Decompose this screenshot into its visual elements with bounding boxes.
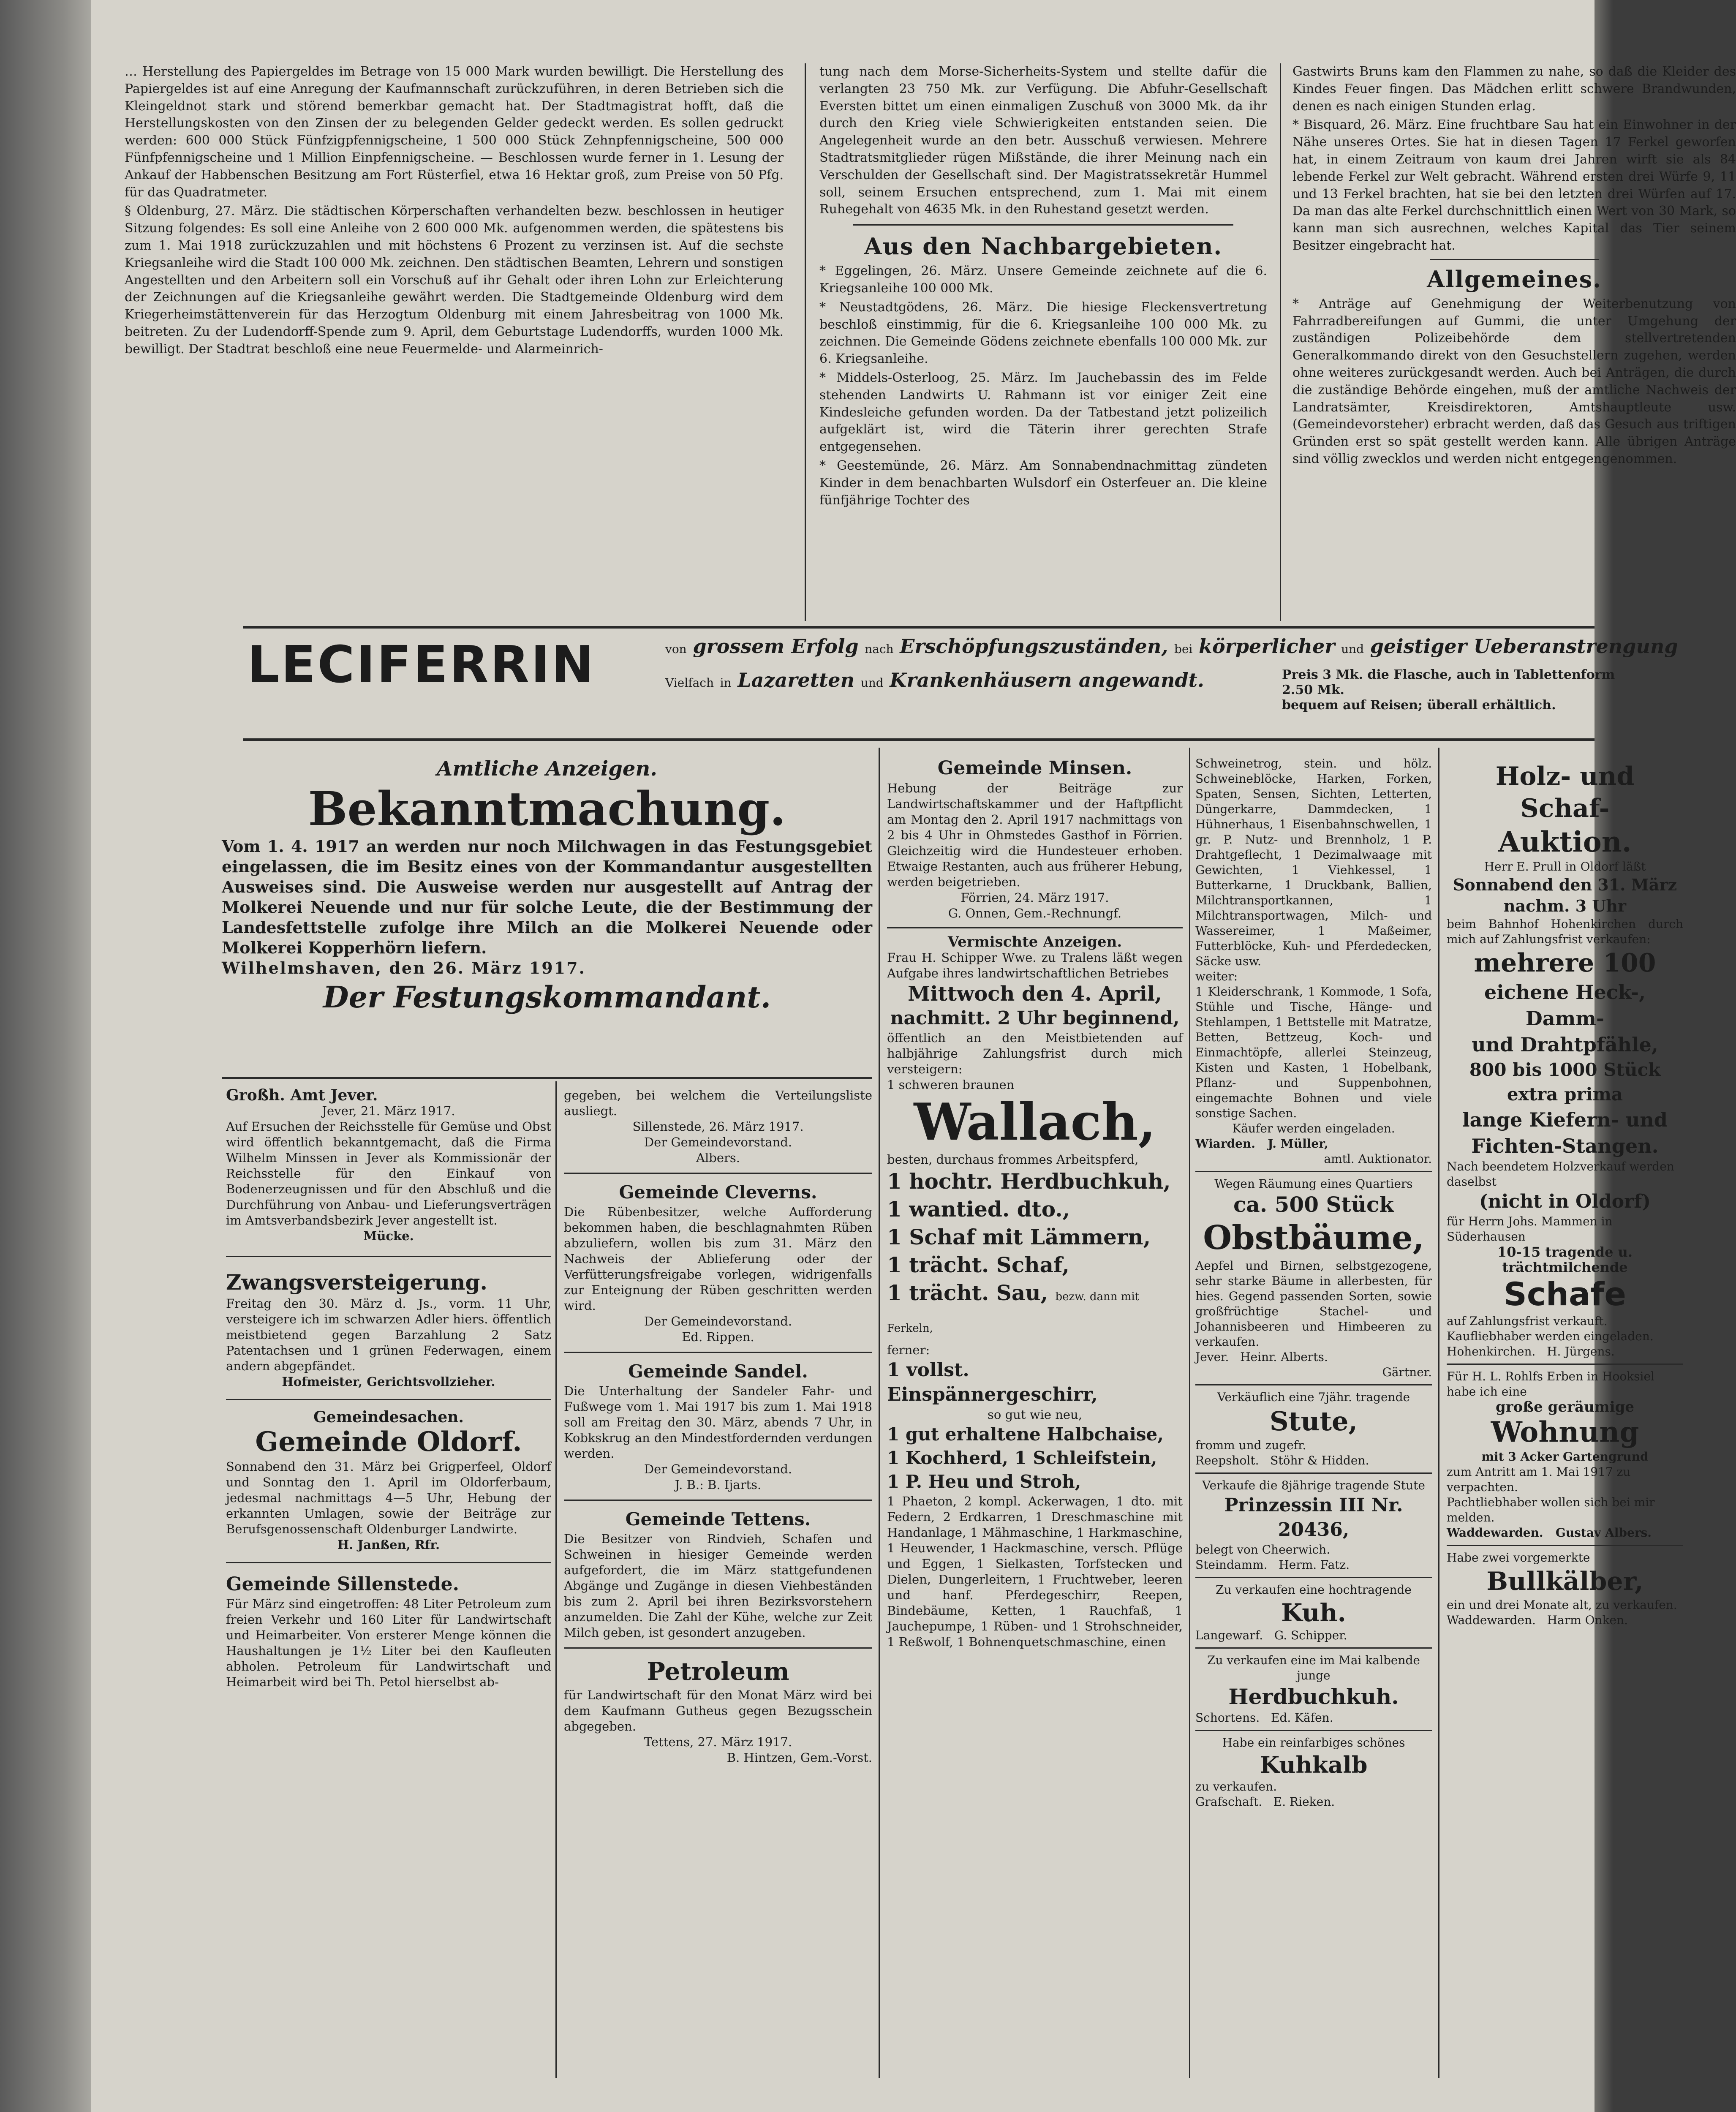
schafe-sign: Hohenkirchen. H. Jürgens. xyxy=(1447,1344,1615,1358)
obst-sign2: Gärtner. xyxy=(1382,1365,1432,1379)
auktion-date: Sonnabend den 31. März xyxy=(1453,875,1677,894)
banner-rule-bottom xyxy=(243,738,1595,741)
jever-title: Großh. Amt Jever. xyxy=(226,1086,378,1104)
bull-sign: Waddewarden. Harm Onken. xyxy=(1447,1613,1628,1627)
auktion-line: eichene Heck-, Damm- xyxy=(1484,981,1646,1030)
bull-pre: Habe zwei vorgemerkte xyxy=(1447,1551,1590,1565)
schafe-title: Schafe xyxy=(1504,1275,1626,1313)
obst-title: Obstbäume, xyxy=(1203,1219,1424,1257)
oldorf-body: Sonnabend den 31. März bei Grigperfeel, Oldorf und Sonntag den 1. April im Oldorferbaum, jedesmal nachmittags 4—5 Uhr, Hebung der erkannten Umlagen, sowie der Beiträge zur Berufsgenossenschaft Oldenburger Landwirte. xyxy=(226,1459,551,1536)
ad-rule xyxy=(222,1077,872,1079)
column-rule xyxy=(1189,748,1190,2078)
kalb-title: Kuhkalb xyxy=(1260,1751,1368,1778)
sillenstede-date: Sillenstede, 26. März 1917. xyxy=(632,1119,804,1134)
ad-price: Preis 3 Mk. die Flasche, auch in Tablettenform 2.50 Mk. bequem auf Reisen; überall erhältlich. xyxy=(1282,667,1615,713)
kaeufer: Käufer werden eingeladen. xyxy=(1232,1121,1395,1135)
ad-body: Vom 1. 4. 1917 an werden nur noch Milchwagen in das Festungsgebiet eingelassen, die im Besitz eines von der Kommandantur ausgestellten Ausweises sind. Die Ausweise werden nur ausgestellt auf Antrag der Molkerei Neuende und nur für solche Leute, die der Bestimmung der Landesfettstelle zufolge ihre Milch an die Molkerei Neuende oder Molkerei Kopperhörn liefern. xyxy=(222,837,872,957)
herd-title: Herdbuchkuh. xyxy=(1228,1684,1399,1709)
prinz-post: belegt von Cheerwich. xyxy=(1195,1543,1331,1557)
petroleum-date: Tettens, 27. März 1917. xyxy=(644,1735,792,1749)
tettens-title: Gemeinde Tettens. xyxy=(625,1509,811,1530)
item: 1 trächt. Sau, bezw. dann mit Ferkeln, xyxy=(887,1280,1140,1335)
herd-pre: Zu verkaufen eine im Mai kalbende junge xyxy=(1207,1653,1420,1682)
article-text: … Herstellung des Papiergeldes im Betrage von 15 000 Mark wurden bewilligt. Die Herstellung des Papiergeldes ist auf eine Anregung der Kaufmannschaft zurückzuführen, in deren Betrieben sich die Kleingeldnot stark und störend bemerkbar gemacht hat. Der Stadtmagistrat hofft, daß die Herstellungskosten von den Zinsen der zu belegenden Gelder gedeckt werden. Es sollen gedruckt werden: 600 000 Stück Fünfzigpfennigscheine, 1 500 000 Stück Zehnpfennigscheine, 500 000 Fünfpfennigscheine und 1 Million Einpfennigscheine. — Beschlossen wurde ferner in 1. Lesung der Ankauf der Habbenschen Besitzung am Fort Rüsterfiel, etwa 16 Hektar groß, zum Preise von 50 Pfg. für das Quadratmeter. xyxy=(125,64,784,200)
article-text: * Neustadtgödens, 26. März. Die hiesige Fleckensvertretung beschloß einstimmig, für die 6. Kriegsanleihe 100 000 Mk. zu zeichnen. Die Gemeinde Gödens zeichnete ebenfalls 100 000 Mk. zur 6. Kriegsanleihe. xyxy=(819,299,1267,367)
leciferrin-ad xyxy=(247,634,1678,739)
item-note: so gut wie neu, xyxy=(988,1407,1082,1422)
ad-rule xyxy=(564,1647,872,1649)
bull-title: Bullkälber, xyxy=(1486,1567,1643,1596)
minsen-title: Gemeinde Minsen. xyxy=(937,757,1132,779)
auktion-time: nachm. 3 Uhr xyxy=(1503,896,1627,915)
wohnung-title: Wohnung xyxy=(1491,1415,1639,1448)
petroleum-title: Petroleum xyxy=(647,1657,789,1686)
ad-rule xyxy=(1447,1364,1683,1365)
stute-title: Stute, xyxy=(1269,1406,1358,1437)
obst-sign: Jever. Heinr. Alberts. xyxy=(1195,1350,1328,1364)
ferner: ferner: xyxy=(887,1343,930,1357)
wohnung-body2: Pachtliebhaber wollen sich bei mir melden. xyxy=(1447,1495,1655,1524)
kalb-post: zu verkaufen. xyxy=(1195,1780,1277,1794)
book-spine-left xyxy=(0,0,106,2112)
ad-rule xyxy=(1195,1730,1432,1731)
cleverns-sign2: Ed. Rippen. xyxy=(682,1330,754,1344)
column-rule xyxy=(1438,748,1439,2078)
auktion-line: 800 bis 1000 Stück xyxy=(1469,1059,1661,1080)
horse-pre: 1 schweren braunen xyxy=(887,1078,1015,1092)
auktion-title-1: Holz- und Schaf- xyxy=(1495,762,1635,823)
auktion-line: mehrere 100 xyxy=(1474,948,1656,978)
article-text: * Anträge auf Genehmigung der Weiterbenutzung von Fahrradbereifungen auf Gummi, die unter Umgehung der zuständigen Polizeibehörde dem stellvertretenden Generalkommando direkt von den Gesuchstellern zugehen, werden ohne weiteres zurückgesandt werden. Auch bei Anträgen, die durch die zuständige Behörde eingehen, muß der amtliche Nachweis der Landratsämter, Kreisdirektoren, Amtshauptleute usw. (Gemeindevorsteher) erbracht werden, daß das Gesuch aus triftigen Gründen erst so spät gestellt werden kann. Alle übrigen Anträge sind völlig zwecklos und werden nicht entgegengenommen. xyxy=(1292,296,1736,466)
item: 1 Schaf mit Lämmern, xyxy=(887,1225,1151,1249)
stute-post: fromm und zugefr. xyxy=(1195,1438,1306,1452)
ad-line-1: von grossem Erfolg nach Erschöpfungszuständen, bei körperlicher und geistiger Ueberanstrengung xyxy=(665,635,1678,658)
cleverns-title: Gemeinde Cleverns. xyxy=(619,1182,817,1203)
item-list: 1 Phaeton, 2 kompl. Ackerwagen, 1 dto. mit Federn, 2 Erdkarren, 1 Dreschmaschine mit Handanlage, 1 Mähmaschine, 1 Harkmaschine, 1 Heuwender, 1 Hackmaschine, versch. Pflüge und Eggen, 1 Sielkasten, Torfstecken und Dielen, Dungerleitern, 1 Fruchtweber, leeren und hanf. Pferdegeschirr, Reepen, Bindebäume, Ketten, 1 Rauchfaß, 1 Jauchepumpe, 1 Rüben- und 1 Strohschneider, 1 Reßwolf, 1 Bohnenquetschmaschine, einen xyxy=(887,1494,1183,1649)
article-text: * Geestemünde, 26. März. Am Sonnabendnachmittag zündeten Kinder in dem benachbarten Wulsdorf ein Osterfeuer an. Die kleine fünfjährige Tochter des xyxy=(819,458,1267,508)
column-rule xyxy=(879,748,880,2078)
gemeindesachen-kicker: Gemeindesachen. xyxy=(313,1408,464,1426)
ad-rule xyxy=(564,1500,872,1501)
zwang-sign: Hofmeister, Gerichtsvollzieher. xyxy=(282,1374,495,1389)
auktion-after: Nach beendetem Holzverkauf werden daselbst xyxy=(1447,1159,1674,1189)
item-list: Schweinetrog, stein. und hölz. Schweineblöcke, Harken, Forken, Spaten, Sensen, Sichten, Letterten, Düngerkarre, Dammdecken, 1 Hühnerhaus, 1 Eisenbahnschwellen, 1 gr. P. Nutz- und Brennholz, 1 P. Drahtgeflecht, 1 Dezimalwaage mit Gewichten, 1 Viehkessel, 1 Butterkarne, 1 Druckbank, Ballien, Milchtransportkannen, 1 Milchtransportwagen, Milch- und Wassereimer, 1 Maßeimer, Futterblöcke, Kuh- und Pferdedecken, Säcke usw. xyxy=(1195,757,1432,968)
newspaper-page xyxy=(91,0,1736,2112)
ad-rule xyxy=(226,1256,551,1257)
sillenstede-cont: gegeben, bei welchem die Verteilungsliste ausliegt. xyxy=(564,1088,872,1118)
auction-date: Mittwoch den 4. April, xyxy=(908,982,1162,1006)
sillenstede-sign: Der Gemeindevorstand. xyxy=(644,1135,792,1149)
item: 1 trächt. Schaf, xyxy=(887,1252,1069,1277)
wohnung-post: mit 3 Acker Gartengrund xyxy=(1481,1450,1649,1464)
item-list-2: 1 Kleiderschrank, 1 Kommode, 1 Sofa, Stühle und Tische, Hänge- und Stehlampen, 1 Bettstelle mit Matratze, Betten, Bettzeug, Koch- und Einmachtöpfe, allerlei Steinzeug, Kisten und Kasten, 1 Hobelbank, Pflanz- und Suppenbohnen, eingemachte Bohnen und viele sonstige Sachen. xyxy=(1195,985,1432,1120)
cleverns-sign: Der Gemeindevorstand. xyxy=(644,1314,792,1328)
minsen-body: Hebung der Beiträge zur Landwirtschaftskammer und der Haftpflicht am Montag den 2. April 1917 nachmittags von 2 bis 4 Uhr in Ohmstedes Gasthof in Förrien. Gleichzeitig wird die Hundesteuer erhoben. Etwaige Restanten, auch aus früherer Hebung, werden beigetrieben. xyxy=(887,781,1183,889)
zwang-body: Freitag den 30. März d. Js., vorm. 11 Uhr, versteigere ich im schwarzen Adler hiers. öffentlich meistbietend gegen Barzahlung 2 Satz Patentachsen und 1 grünen Federwagen, einem andern abgepfändet. xyxy=(226,1296,551,1373)
top-column-3 xyxy=(1292,63,1736,470)
petroleum-sign: B. Hintzen, Gem.-Vorst. xyxy=(727,1750,872,1765)
ad-rule xyxy=(1195,1171,1432,1172)
column-rule xyxy=(805,63,806,621)
ads-column-left xyxy=(226,1088,551,1690)
obst-pre: Wegen Räumung eines Quartiers xyxy=(1214,1177,1413,1191)
tettens-body: Die Besitzer von Rindvieh, Schafen und Schweinen in hiesiger Gemeinde werden aufgefordert, die im März stattgefundenen Abgänge und Zugänge in diesen Viehbeständen bis zum 2. April bei ihren Bezirksvorstehern anzumelden. Die Zahl der Kühe, welche zur Zeit Milch geben, ist gesondert anzugeben. xyxy=(564,1532,872,1640)
oldorf-sign: H. Janßen, Rfr. xyxy=(337,1538,440,1552)
top-column-2 xyxy=(819,63,1267,511)
section-heading: Aus den Nachbargebieten. xyxy=(864,233,1223,260)
obst-body: Aepfel und Birnen, selbstgezogene, sehr starke Bäume in allerbesten, für hies. Gegend passenden Sorten, sowie großfrüchtige Stachel- und Johannisbeeren und Himbeeren zu verkaufen. xyxy=(1195,1259,1432,1349)
auktion-intro: Herr E. Prull in Oldorf läßt xyxy=(1484,860,1646,874)
article-text: * Middels-Osterloog, 25. März. Im Jauchebassin des im Felde stehenden Landwirts U. Rahmann ist vor einiger Zeit eine Kindesleiche gefunden worden. Da der Tatbestand jetzt polizeilich aufgeklärt ist, wird die Täterin ihrer gerechten Strafe entgegensehen. xyxy=(819,370,1267,455)
kalb-sign: Grafschaft. E. Rieken. xyxy=(1195,1795,1335,1809)
horse-post: besten, durchaus frommes Arbeitspferd, xyxy=(887,1152,1139,1167)
ad-rule xyxy=(1195,1472,1432,1474)
auctioneer: amtl. Auktionator. xyxy=(1324,1152,1432,1166)
horse-title: Wallach, xyxy=(914,1092,1156,1152)
jever-date: Jever, 21. März 1917. xyxy=(322,1104,455,1118)
minsen-sign: G. Onnen, Gem.-Rechnungf. xyxy=(948,906,1122,920)
section-divider xyxy=(1430,259,1599,260)
schafe-kauf: Kaufliebhaber werden eingeladen. xyxy=(1447,1329,1654,1343)
petroleum-body: für Landwirtschaft für den Monat März wird bei dem Kaufmann Gutheus gegen Bezugsschein abgegeben. xyxy=(564,1688,872,1734)
sandel-body: Die Unterhaltung der Sandeler Fahr- und Fußwege vom 1. Mai 1917 bis zum 1. Mai 1918 soll am Freitag den 30. März, abends 7 Uhr, in Kobkskrug an den Mindestfordernden verdungen werden. xyxy=(564,1384,872,1461)
ad-signature: Der Festungskommandant. xyxy=(323,980,771,1015)
section-heading: Allgemeines. xyxy=(1427,265,1602,293)
wohnung-sign: Waddewarden. Gustav Albers. xyxy=(1447,1526,1652,1540)
item: 1 vollst. Einspännergeschirr, xyxy=(887,1359,1098,1405)
jever-sign: Mücke. xyxy=(363,1229,414,1243)
auktion-line: lange Kiefern- und xyxy=(1462,1108,1668,1131)
wohnung-pre: Für H. L. Rohlfs Erben in Hooksiel habe ich eine xyxy=(1447,1369,1655,1399)
herd-sign: Schortens. Ed. Käfen. xyxy=(1195,1711,1333,1725)
ad-title: Bekanntmachung. xyxy=(308,781,786,836)
kalb-pre: Habe ein reinfarbiges schönes xyxy=(1222,1736,1405,1750)
auktion-intro2: beim Bahnhof Hohenkirchen durch mich auf Zahlungsfrist verkaufen: xyxy=(1447,917,1683,946)
auction-time: nachmitt. 2 Uhr beginnend, xyxy=(890,1007,1180,1029)
banner-rule-top xyxy=(243,626,1595,629)
ads-column-5 xyxy=(1447,760,1683,1628)
article-text: * Eggelingen, 26. März. Unsere Gemeinde zeichnete auf die 6. Kriegsanleihe 100 000 Mk. xyxy=(819,264,1267,296)
bekanntmachung-ad xyxy=(222,756,872,1016)
sillenstede-title: Gemeinde Sillenstede. xyxy=(226,1573,459,1595)
auction-intro2: öffentlich an den Meistbietenden auf halbjährige Zahlungsfrist durch mich versteigern: xyxy=(887,1031,1183,1076)
prinz-sign: Steindamm. Herm. Fatz. xyxy=(1195,1558,1350,1572)
jever-body: Auf Ersuchen der Reichsstelle für Gemüse und Obst wird öffentlich bekanntgemacht, daß die Firma Wilhelm Minssen in Jever als Kommissionär der Reichsstelle für den Einkauf von Bodenerzeugnissen und für den Abschluß und die Durchführung von Anbau- und Lieferungsverträgen im Amtsverbandsbezirk Jever angestellt ist. xyxy=(226,1119,551,1227)
vermischte-kicker: Vermischte Anzeigen. xyxy=(947,934,1122,950)
ad-rule xyxy=(1195,1577,1432,1578)
obst-ca: ca. 500 Stück xyxy=(1233,1192,1394,1217)
stute-pre: Verkäuflich eine 7jähr. tragende xyxy=(1217,1390,1410,1404)
sandel-sign2: J. B.: B. Ijarts. xyxy=(675,1478,762,1492)
weiter: weiter: xyxy=(1195,969,1238,983)
schafe-pre: 10-15 tragende u. trächtmilchende xyxy=(1497,1244,1633,1275)
ad-kicker: Amtliche Anzeigen. xyxy=(437,757,657,781)
auction-intro: Frau H. Schipper Wwe. zu Tralens läßt wegen Aufgabe ihres landwirtschaftlichen Betriebes xyxy=(887,950,1183,980)
kuh-title: Kuh. xyxy=(1281,1598,1346,1627)
ad-rule xyxy=(1195,1384,1432,1385)
ad-rule xyxy=(564,1173,872,1174)
auktion-nicht: (nicht in Oldorf) xyxy=(1479,1191,1651,1212)
kuh-pre: Zu verkaufen eine hochtragende xyxy=(1216,1583,1412,1597)
auktion-line: extra prima xyxy=(1507,1084,1623,1105)
ads-column-4 xyxy=(1195,756,1432,1810)
ad-rule xyxy=(226,1399,551,1400)
minsen-date: Förrien, 24. März 1917. xyxy=(961,890,1109,905)
auktion-title-2: Auktion. xyxy=(1498,825,1632,858)
ad-place: Wilhelmshaven, den 26. März 1917. xyxy=(222,958,586,977)
item: 1 gut erhaltene Halbchaise, xyxy=(887,1424,1164,1445)
ad-rule xyxy=(226,1562,551,1563)
auktion-line: Fichten-Stangen. xyxy=(1471,1135,1659,1157)
ad-rule xyxy=(1447,1545,1683,1546)
cleverns-body: Die Rübenbesitzer, welche Aufforderung bekommen haben, die beschlagnahmten Rüben abzuliefern, wollen bis zum 31. März den Nachweis der Ablieferung oder der Verfütterungsfreigabe vorlegen, widrigenfalls zur Enteignung der Rüben geschritten werden wird. xyxy=(564,1205,872,1313)
ads-column-middle xyxy=(564,1088,872,1766)
schafe-post: auf Zahlungsfrist verkauft. xyxy=(1447,1314,1608,1328)
article-text: Gastwirts Bruns kam den Flammen zu nahe, so daß die Kleider des Kindes Feuer fingen. Das Mädchen erlitt schwere Brandwunden, denen es nach einigen Stunden erlag. xyxy=(1292,64,1736,114)
column-rule xyxy=(1280,63,1281,621)
item: 1 wantied. dto., xyxy=(887,1197,1070,1222)
ad-rule xyxy=(1195,1647,1432,1649)
auktion-line: und Drahtpfähle, xyxy=(1472,1033,1658,1056)
sillenstede-body: Für März sind eingetroffen: 48 Liter Petroleum zum freien Verkehr und 160 Liter für Landwirtschaft und Heimarbeiter. Von ersterer Menge können die Haushaltungen je 1½ Liter bei den Kaufleuten abholen. Petroleum für Landwirtschaft und Heimarbeit wird bei Th. Petol hierselbst ab- xyxy=(226,1597,551,1689)
sandel-sign: Der Gemeindevorstand. xyxy=(644,1462,792,1476)
ad-line-2: Vielfach in Lazaretten und Krankenhäusern angewandt. xyxy=(665,669,1204,691)
column-rule xyxy=(555,1081,557,2078)
zwang-title: Zwangsversteigerung. xyxy=(226,1270,487,1295)
article-text: § Oldenburg, 27. März. Die städtischen Körperschaften verhandelten bezw. beschlossen in heutiger Sitzung folgendes: Es soll eine Anleihe von 2 600 000 Mk. aufgenommen werden, die spätestens bis zum 1. Mai 1918 zurückzuzahlen und mit höchstens 6 Prozent zu verzinsen ist. Auf die sechste Kriegsanleihe wird die Stadt 100 000 Mk. zeichnen. Den städtischen Beamten, Lehrern und sonstigen Angestellten und den Arbeitern soll ein Vorschuß auf ihr Gehalt oder ihren Lohn zur Erleichterung der Zeichnungen auf die Kriegsanleihe gewährt werden. Die Stadtgemeinde Oldenburg wird dem Kriegerheimstättenverein für das Herzogtum Oldenburg mit einem Jahresbeitrag von 1000 Mk. beitreten. Zu der Ludendorff-Spende zum 9. April, dem Geburtstage Ludendorffs, wurden 1000 Mk. bewilligt. Der Stadtrat beschloß eine neue Feuermelde- und Alarmeinrich- xyxy=(125,204,784,357)
item: 1 Kochherd, 1 Schleifstein, xyxy=(887,1448,1157,1468)
auktion-nicht2: für Herrn Johs. Mammen in Süderhausen xyxy=(1447,1214,1613,1244)
ad-rule xyxy=(887,927,1183,928)
wohnung-body: zum Antritt am 1. Mai 1917 zu verpachten. xyxy=(1447,1465,1631,1494)
prinz-title: Prinzessin III Nr. 20436, xyxy=(1224,1494,1403,1540)
top-column-1 xyxy=(125,63,784,360)
prinz-pre: Verkaufe die 8jährige tragende Stute xyxy=(1202,1478,1425,1492)
kuh-sign: Langewarf. G. Schipper. xyxy=(1195,1628,1347,1642)
item: 1 P. Heu und Stroh, xyxy=(887,1471,1081,1492)
bull-post: ein und drei Monate alt, zu verkaufen. xyxy=(1447,1598,1677,1612)
item: 1 hochtr. Herdbuchkuh, xyxy=(887,1169,1171,1194)
auction-place: Wiarden. J. Müller, xyxy=(1195,1137,1328,1151)
ads-column-3 xyxy=(887,756,1183,1650)
article-text: * Bisquard, 26. März. Eine fruchtbare Sau hat ein Einwohner in der Nähe unseres Ortes. Sie hat in diesen Tagen 17 Ferkel geworfen hat, in einem Zeitraum von kaum drei Jahren wirft sie als 84 lebende Ferkel zur Welt gebracht. Während ersten drei Würfe 9, 11 und 13 Ferkel brachten, hat sie bei den letzten drei Würfen auf 17. Da man das alte Ferkel durchschnittlich einen Wert von 30 Mark, so kann man sich ausrechnen, welches Kapital das Tier seinem Besitzer eingebracht hat. xyxy=(1292,117,1736,253)
stute-sign: Reepsholt. Stöhr & Hidden. xyxy=(1195,1453,1369,1467)
article-text: tung nach dem Morse-Sicherheits-System und stellte dafür die verlangten 23 750 Mk. zur Verfügung. Die Abfuhr-Gesellschaft Eversten bittet um einen einmaligen Zuschuß von 3000 Mk. da ihr durch den Krieg viele Schwierigkeiten entstanden seien. Die Angelegenheit wurde an den betr. Ausschuß verwiesen. Mehrere Stadtratsmitglieder rügen Mißstände, die ihrer Meinung nach ein Verschulden der Gesellschaft sind. Der Magistratssekretär Hummel soll, seinem Ersuchen entsprechend, zum 1. Mai mit einem Ruhegehalt von 4635 Mk. in den Ruhestand gesetzt werden. xyxy=(819,64,1267,217)
wohnung-gr: große geräumige xyxy=(1495,1399,1635,1415)
ad-brand: LECIFERRIN xyxy=(247,636,596,694)
sandel-title: Gemeinde Sandel. xyxy=(628,1361,808,1382)
ad-rule xyxy=(564,1352,872,1353)
sillenstede-sign2: Albers. xyxy=(696,1151,740,1165)
oldorf-title: Gemeinde Oldorf. xyxy=(255,1426,522,1458)
section-divider xyxy=(853,224,1233,226)
